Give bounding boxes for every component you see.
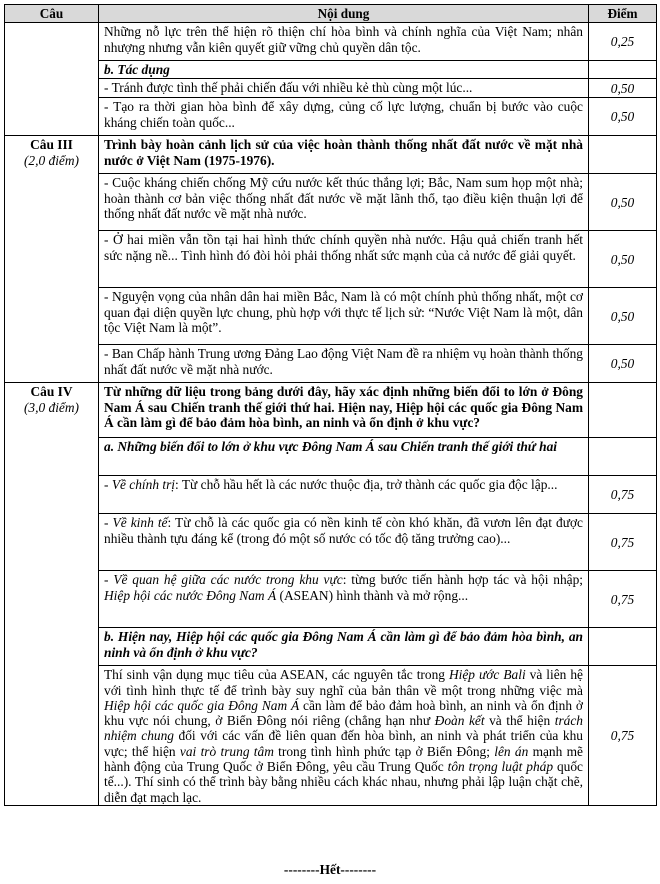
- header-diem: Điểm: [589, 5, 657, 23]
- table-row: [5, 514, 657, 571]
- question-label: Câu III: [30, 137, 73, 153]
- content-cell: - Nguyện vọng của nhân dân hai miền Bắc, Nam là có một chính phủ thống nhất, một cơ quan đại diện quyền lực chung, phù hợp với thực tế lịch sử: “Nước Việt Nam là một, dân tộc Việt Nam là một”.: [99, 288, 589, 345]
- content-label: Về chính trị: [111, 477, 176, 493]
- question-title: Từ những dữ liệu trong bảng dưới đây, hãy xác định những biến đổi to lớn ở Đông Nam Á sau Chiến tranh thế giới thứ hai. Hiện nay, Hiệp hội các quốc gia Đông Nam Á cần làm gì để bảo đảm hòa bình, an ninh và ổn định ở khu vực?: [99, 383, 589, 438]
- content-text: cần làm để bảo đảm hoà bình, an ninh và ổn định ở khu vực nói chung, ở Biển Đông nói riêng (chẳng hạn như: [104, 697, 583, 729]
- content-cell: - Về chính trị: Từ chỗ hầu hết là các nước thuộc địa, trở thành các quốc gia độc lập...: [99, 476, 589, 514]
- score-cell-empty: [589, 438, 657, 476]
- table-row: [5, 23, 657, 61]
- header-row: [5, 5, 657, 23]
- score-cell: 0,50: [589, 345, 657, 383]
- content-italic: vai trò trung tâm: [179, 743, 274, 759]
- table-row: [5, 79, 657, 98]
- content-text: (ASEAN) hình thành và mở rộng...: [276, 587, 469, 603]
- content-label: Về quan hệ giữa các nước trong khu vực: [113, 572, 343, 588]
- content-cell: Những nỗ lực trên thể hiện rõ thiện chí hòa bình và chính nghĩa của Việt Nam; nhân nhượng nhưng vẫn kiên quyết giữ vững chủ quyền dân tộc.: [99, 23, 589, 61]
- content-text: và thể hiện: [484, 713, 555, 729]
- score-cell-empty: [589, 136, 657, 174]
- score-cell: 0,50: [589, 288, 657, 345]
- table-row: [5, 174, 657, 231]
- score-cell: 0,50: [589, 79, 657, 98]
- content-text: và liên hệ với tình hình thực tế để trình bày suy nghĩ của bản thân về một trong những việc mà: [104, 667, 584, 698]
- section-heading: b. Tác dụng: [99, 61, 589, 79]
- score-cell-empty: [589, 383, 657, 438]
- content-text: : Từ chỗ hầu hết là các nước thuộc địa, trở thành các quốc gia độc lập...: [175, 477, 558, 493]
- content-text: trong tình hình phức tạp ở Biển Đông;: [273, 743, 495, 759]
- question-cell-cau-iii: [5, 136, 99, 383]
- header-cau: Câu: [5, 5, 99, 23]
- content-label: Về kinh tế: [112, 515, 168, 531]
- score-cell: 0,75: [589, 571, 657, 628]
- score-cell: 0,25: [589, 23, 657, 61]
- header-noidung: Nội dung: [99, 5, 589, 23]
- table-row: [5, 98, 657, 136]
- score-cell: 0,75: [589, 666, 657, 806]
- content-text: : từng bước tiến hành hợp tác và hội nhập;: [342, 572, 583, 588]
- end-marker: --------Hết--------: [283, 862, 377, 877]
- content-text: đối với các vấn đề liên quan đến hòa bình, an ninh và phát triển của khu vực; thể hiện: [104, 728, 583, 759]
- question-cell-continued: [5, 23, 99, 136]
- content-cell: - Cuộc kháng chiến chống Mỹ cứu nước kết thúc thắng lợi; Bắc, Nam sum họp một nhà; hoàn thành cơ bản việc thống nhất đất nước về mặt lãnh thổ, tạo điều kiện thuận lợi để thống nhất đất nước về mặt nhà nước.: [99, 174, 589, 231]
- content-italic: Hiệp hội các quốc gia Đông Nam Á: [104, 697, 300, 713]
- content-text: mạnh mẽ hành động của Trung Quốc ở Biển Đông, yêu cầu Trung Quốc: [104, 743, 583, 775]
- table-row: [5, 345, 657, 383]
- content-cell: - Tạo ra thời gian hòa bình để xây dựng, củng cố lực lượng, chuẩn bị bước vào cuộc kháng chiến toàn quốc...: [99, 98, 589, 136]
- table-row: [5, 288, 657, 345]
- question-title: Trình bày hoàn cảnh lịch sử của việc hoàn thành thống nhất đất nước về mặt nhà nước ở Việt Nam (1975-1976).: [99, 136, 589, 174]
- content-italic: Đoàn kết: [434, 713, 485, 729]
- content-cell: - Về kinh tế: Từ chỗ là các quốc gia có nền kinh tế còn khó khăn, đã vươn lên đạt được nhiều thành tựu đáng kể (trong đó một số nước có tốc độ tăng trưởng cao)...: [99, 514, 589, 571]
- content-italic: lên án: [494, 743, 529, 759]
- content-cell: - Tránh được tình thế phải chiến đấu với nhiều kẻ thù cùng một lúc...: [99, 79, 589, 98]
- table-row: [5, 61, 657, 79]
- section-heading: a. Những biến đổi to lớn ở khu vực Đông Nam Á sau Chiến tranh thế giới thứ hai: [99, 438, 589, 476]
- table-row: [5, 231, 657, 288]
- answer-table: [4, 4, 657, 806]
- question-points: (2,0 điểm): [23, 152, 80, 168]
- question-cell-cau-iv: [5, 383, 99, 806]
- score-cell: 0,50: [589, 231, 657, 288]
- question-label: Câu IV: [30, 384, 73, 400]
- score-cell: 0,50: [589, 174, 657, 231]
- score-cell: 0,75: [589, 514, 657, 571]
- content-italic: Hiệp hội các nước Đông Nam Á: [104, 587, 277, 603]
- table-row: [5, 476, 657, 514]
- table-row: [5, 438, 657, 476]
- content-cell: [99, 666, 589, 806]
- table-row: [5, 383, 657, 438]
- content-cell: - Về quan hệ giữa các nước trong khu vực: từng bước tiến hành hợp tác và hội nhập; Hiệp hội các nước Đông Nam Á (ASEAN) hình thành và mở rộng...: [99, 571, 589, 628]
- score-cell-empty: [589, 628, 657, 666]
- content-text: Thí sinh vận dụng mục tiêu của ASEAN, các nguyên tắc trong: [104, 667, 449, 683]
- table-row: [5, 628, 657, 666]
- content-text: quốc tế...). Thí sinh có thể trình bày bằng nhiều cách khác nhau, nhưng phải lập luận chặt chẽ, diễn đạt mạch lạc.: [104, 759, 583, 805]
- table-row: [5, 571, 657, 628]
- content-italic: tôn trọng luật pháp: [447, 759, 554, 775]
- content-italic: Hiệp ước Bali: [448, 667, 526, 683]
- score-cell: 0,50: [589, 98, 657, 136]
- question-points: (3,0 điểm): [23, 399, 80, 415]
- section-heading: b. Hiện nay, Hiệp hội các quốc gia Đông Nam Á cần làm gì để bảo đảm hòa bình, an ninh và ổn định ở khu vực?: [99, 628, 589, 666]
- content-text: : Từ chỗ là các quốc gia có nền kinh tế còn khó khăn, đã vươn lên đạt được nhiều thành tựu đáng kể (trong đó một số nước có tốc độ tăng trưởng cao)...: [104, 515, 583, 546]
- content-cell: - Ban Chấp hành Trung ương Đảng Lao động Việt Nam đề ra nhiệm vụ hoàn thành thống nhất đất nước về mặt nhà nước.: [99, 345, 589, 383]
- score-cell-empty: [589, 61, 657, 79]
- content-cell: - Ở hai miền vẫn tồn tại hai hình thức chính quyền nhà nước. Hậu quả chiến tranh hết sức nặng nề... Tình hình đó đòi hỏi phải thống nhất sức mạnh của cả nước để giải quyết.: [99, 231, 589, 288]
- table-row: [5, 136, 657, 174]
- table-row: [5, 666, 657, 806]
- score-cell: 0,75: [589, 476, 657, 514]
- content-italic: trách nhiệm chung: [104, 713, 583, 744]
